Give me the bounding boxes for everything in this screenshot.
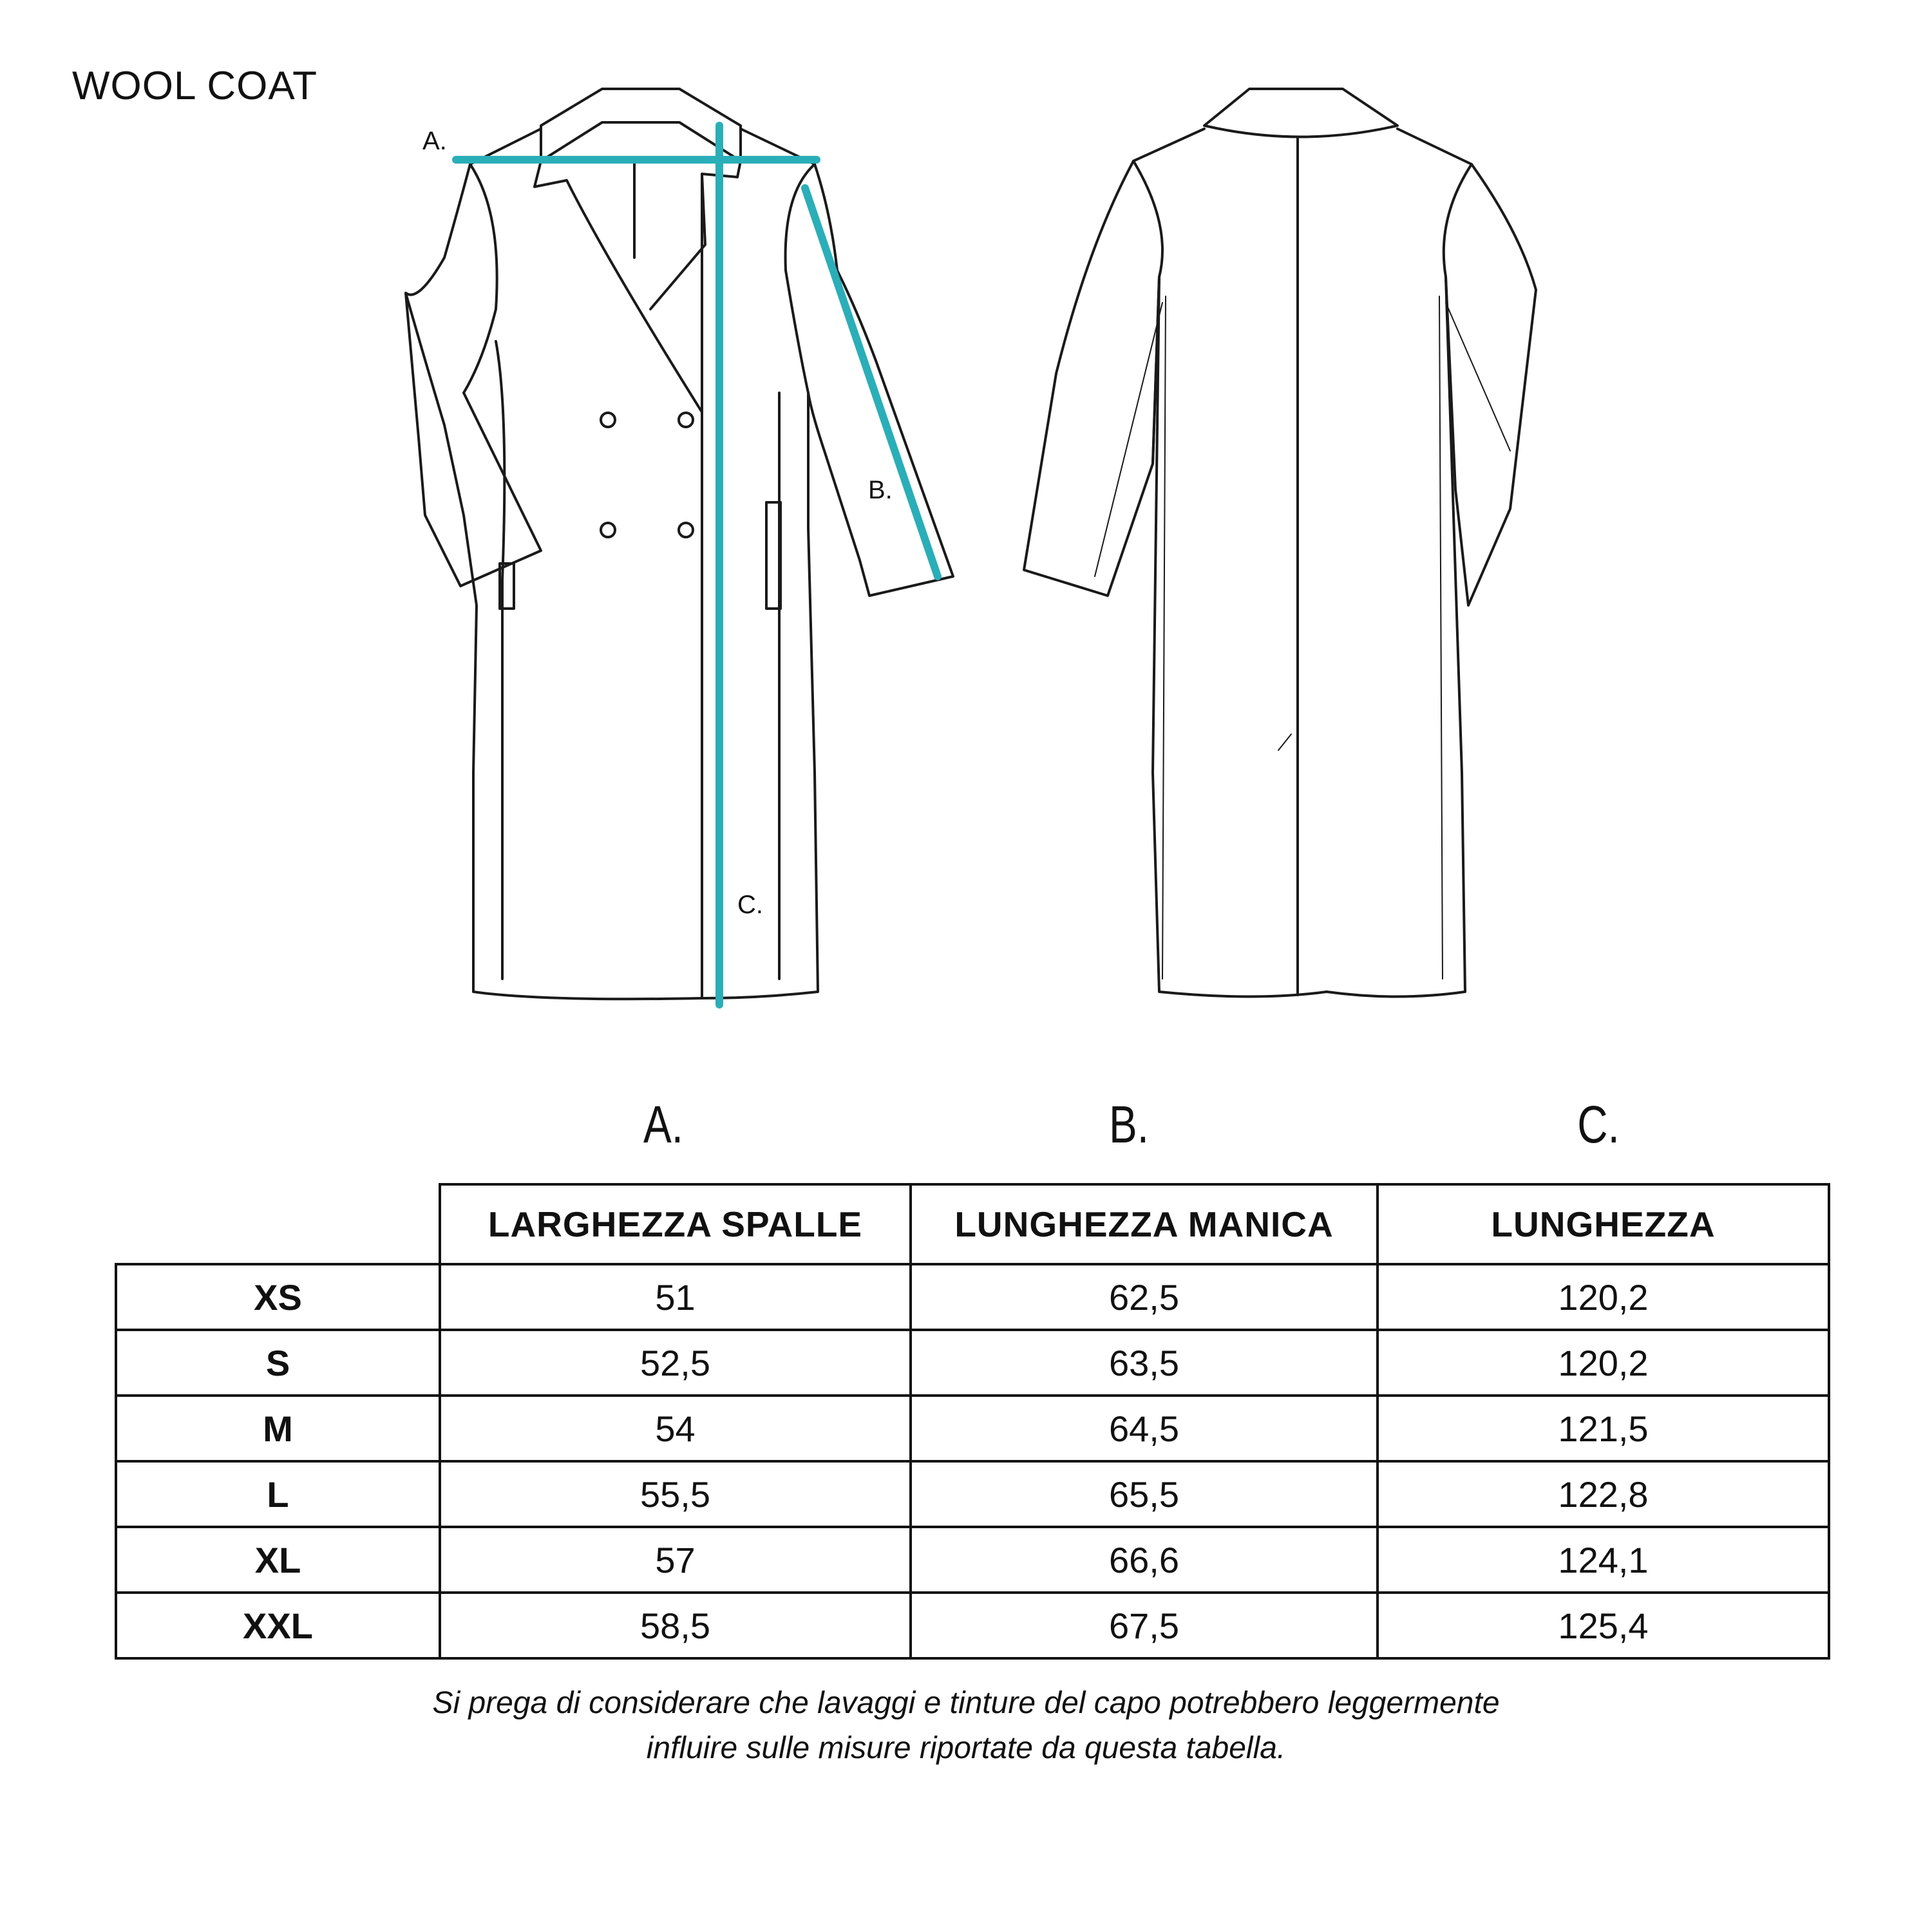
measure-label-b: B. (868, 476, 893, 504)
value-cell: 63,5 (911, 1330, 1378, 1396)
value-cell: 58,5 (440, 1593, 911, 1658)
disclaimer-line-1: Si prega di considerare che lavaggi e tinture del capo potrebbero leggermente (432, 1686, 1500, 1720)
value-cell: 51 (440, 1264, 911, 1330)
coat-back-view (1024, 89, 1536, 997)
value-cell: 124,1 (1378, 1527, 1829, 1593)
value-cell: 120,2 (1378, 1330, 1829, 1396)
page-title: WOOL COAT (72, 64, 317, 108)
table-row (116, 1527, 1829, 1593)
column-letter-b: B. (1109, 1095, 1149, 1154)
value-cell: 64,5 (911, 1396, 1378, 1461)
value-cell: 52,5 (440, 1330, 911, 1396)
header-lunghezza-manica: LUNGHEZZA MANICA (911, 1184, 1378, 1264)
table-row (116, 1593, 1829, 1658)
value-cell: 121,5 (1378, 1396, 1829, 1461)
value-cell: 125,4 (1378, 1593, 1829, 1658)
column-letter-a: A. (643, 1095, 683, 1154)
size-cell: XXL (116, 1593, 440, 1658)
coat-front-view (406, 89, 953, 999)
measurement-lines (456, 126, 938, 1005)
value-cell: 120,2 (1378, 1264, 1829, 1330)
value-cell: 57 (440, 1527, 911, 1593)
size-cell: S (116, 1330, 440, 1396)
value-cell: 122,8 (1378, 1461, 1829, 1527)
size-cell: L (116, 1461, 440, 1527)
disclaimer-line-2: influire sulle misure riportate da questa tabella. (646, 1731, 1286, 1765)
measure-line-b (805, 188, 938, 576)
value-cell: 54 (440, 1396, 911, 1461)
header-blank-cell (116, 1184, 440, 1264)
table-header-row (116, 1184, 1829, 1264)
header-larghezza-spalle: LARGHEZZA SPALLE (440, 1184, 911, 1264)
value-cell: 66,6 (911, 1527, 1378, 1593)
measure-label-a: A. (422, 127, 447, 155)
size-cell: M (116, 1396, 440, 1461)
measure-label-c: C. (737, 891, 763, 919)
size-chart-table (115, 1183, 1830, 1660)
header-lunghezza: LUNGHEZZA (1378, 1184, 1829, 1264)
value-cell: 67,5 (911, 1593, 1378, 1658)
table-row (116, 1396, 1829, 1461)
value-cell: 62,5 (911, 1264, 1378, 1330)
value-cell: 65,5 (911, 1461, 1378, 1527)
size-cell: XS (116, 1264, 440, 1330)
table-row (116, 1330, 1829, 1396)
disclaimer-note (193, 1681, 1739, 1771)
value-cell: 55,5 (440, 1461, 911, 1527)
size-cell: XL (116, 1527, 440, 1593)
column-letter-c: C. (1577, 1095, 1620, 1154)
table-row (116, 1461, 1829, 1527)
table-row (116, 1264, 1829, 1330)
